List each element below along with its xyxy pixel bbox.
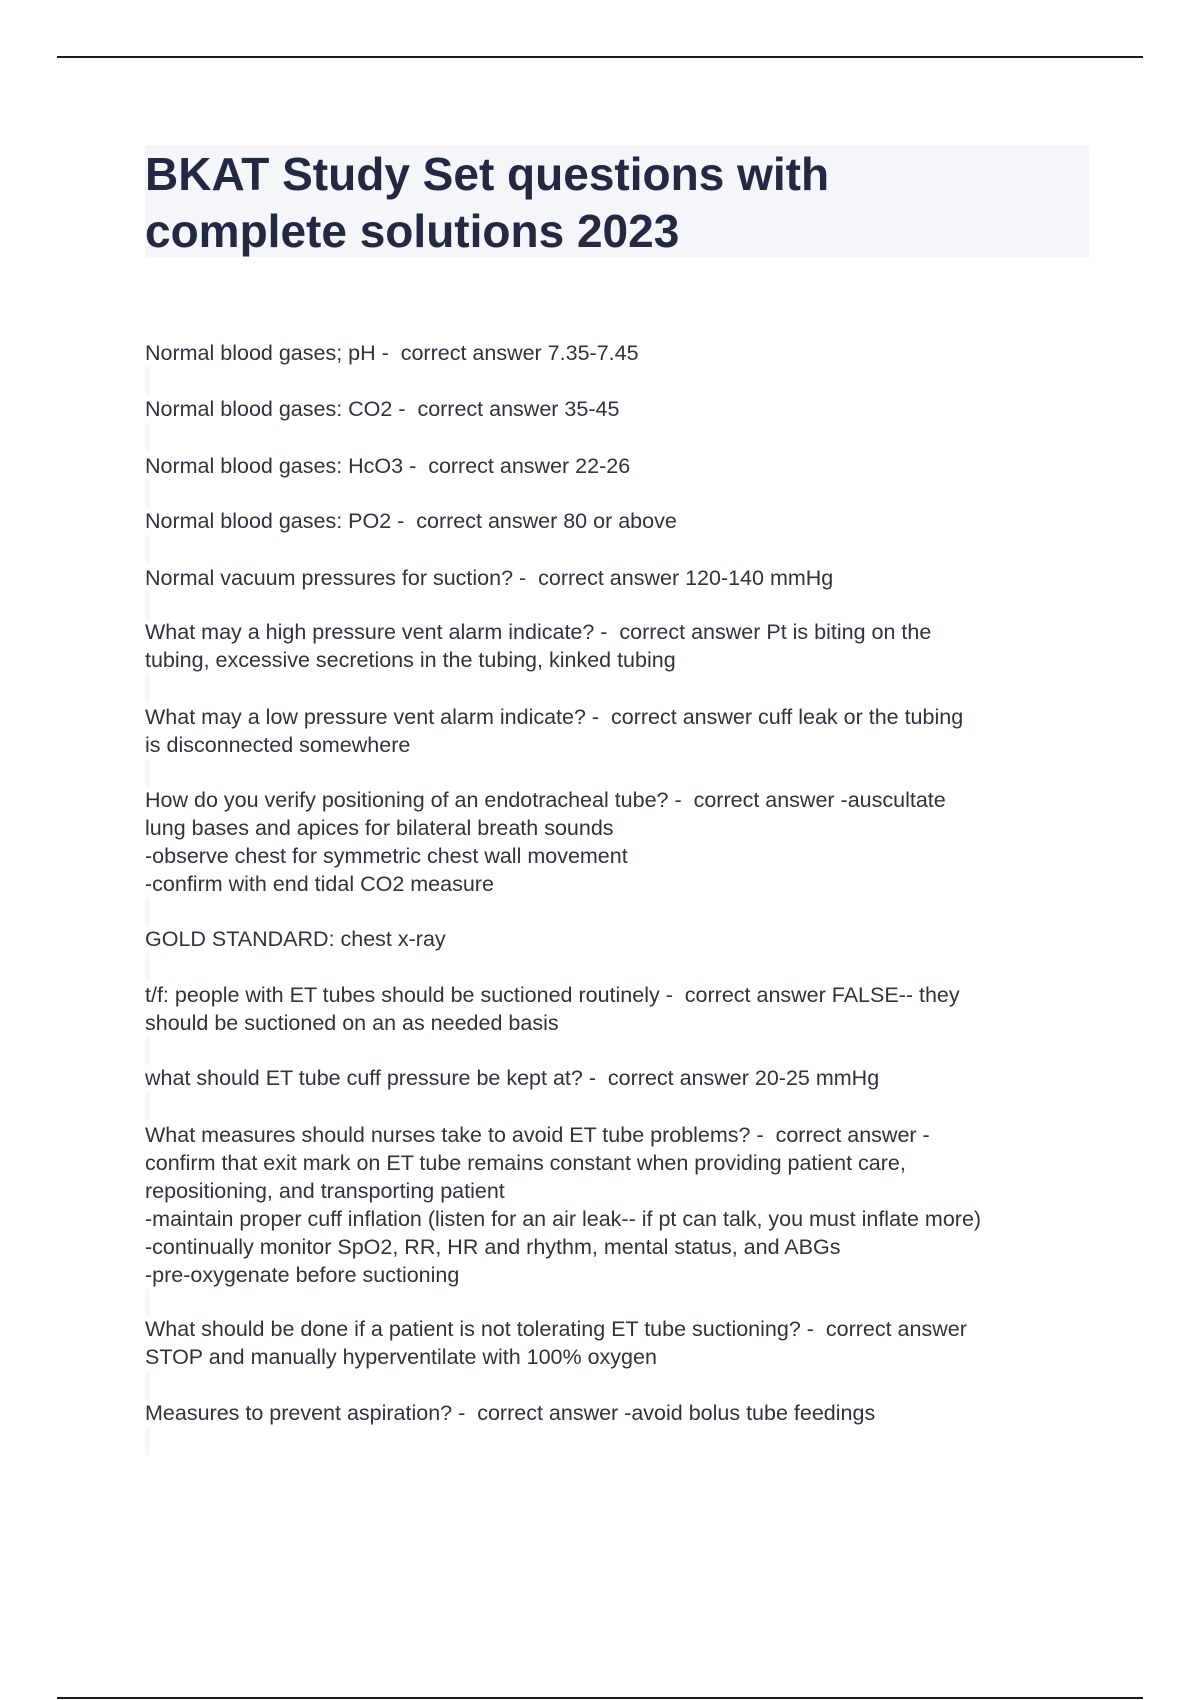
qa-line: is disconnected somewhere [145,733,411,757]
qa-line: should be suctioned on an as needed basis [145,1011,559,1035]
qa-line: What should be done if a patient is not tolerating ET tube suctioning? - correct answer [145,1317,967,1341]
qa-line: repositioning, and transporting patient [145,1179,505,1203]
qa-line: Measures to prevent aspiration? - correct answer -avoid bolus tube feedings [145,1401,876,1425]
qa-line: STOP and manually hyperventilate with 100% oxygen [145,1345,657,1369]
qa-line: Normal vacuum pressures for suction? - correct answer 120-140 mmHg [145,566,834,590]
document-title [145,146,1045,260]
qa-entry-1 [145,339,1095,395]
qa-line: -observe chest for symmetric chest wall movement [145,844,628,868]
qa-line: lung bases and apices for bilateral breath sounds [145,816,614,840]
qa-line: Normal blood gases: CO2 - correct answer 35-45 [145,397,620,421]
qa-entry-2 [145,395,1095,451]
qa-line: what should ET tube cuff pressure be kept at? - correct answer 20-25 mmHg [145,1066,880,1090]
qa-line: How do you verify positioning of an endotracheal tube? - correct answer -auscultate [145,788,946,812]
qa-entry-5 [145,564,1095,620]
qa-line: -confirm with end tidal CO2 measure [145,872,494,896]
qa-entry-8 [145,786,1095,926]
qa-line: Normal blood gases: PO2 - correct answer 80 or above [145,509,677,533]
qa-line: GOLD STANDARD: chest x-ray [145,927,446,951]
title-line-1: BKAT Study Set questions with [145,148,830,200]
qa-entry-3 [145,452,1095,508]
qa-entry-11 [145,1064,1095,1120]
qa-line: -maintain proper cuff inflation (listen for an air leak-- if pt can talk, you must inflate more) [145,1207,982,1231]
qa-line: What measures should nurses take to avoid ET tube problems? - correct answer - [145,1123,930,1147]
bottom-rule [57,1697,1143,1699]
qa-line: t/f: people with ET tubes should be suctioned routinely - correct answer FALSE-- they [145,983,960,1007]
qa-line: What may a high pressure vent alarm indicate? - correct answer Pt is biting on the [145,620,932,644]
title-line-2: complete solutions 2023 [145,205,680,257]
qa-entry-4 [145,507,1095,563]
qa-entry-13 [145,1315,1095,1399]
qa-line: tubing, excessive secretions in the tubing, kinked tubing [145,648,676,672]
qa-entry-9 [145,925,1095,981]
qa-line: confirm that exit mark on ET tube remains constant when providing patient care, [145,1151,906,1175]
qa-line: What may a low pressure vent alarm indicate? - correct answer cuff leak or the tubing [145,705,964,729]
qa-line: -continually monitor SpO2, RR, HR and rhythm, mental status, and ABGs [145,1235,841,1259]
top-rule [57,56,1143,58]
qa-entry-6 [145,618,1095,702]
qa-entry-12 [145,1121,1095,1317]
qa-line: Normal blood gases: HcO3 - correct answer 22-26 [145,454,631,478]
qa-entry-10 [145,981,1095,1065]
qa-entry-14 [145,1399,1095,1455]
qa-entry-7 [145,703,1095,787]
qa-line: Normal blood gases; pH - correct answer 7.35-7.45 [145,341,639,365]
qa-line: -pre-oxygenate before suctioning [145,1263,460,1287]
